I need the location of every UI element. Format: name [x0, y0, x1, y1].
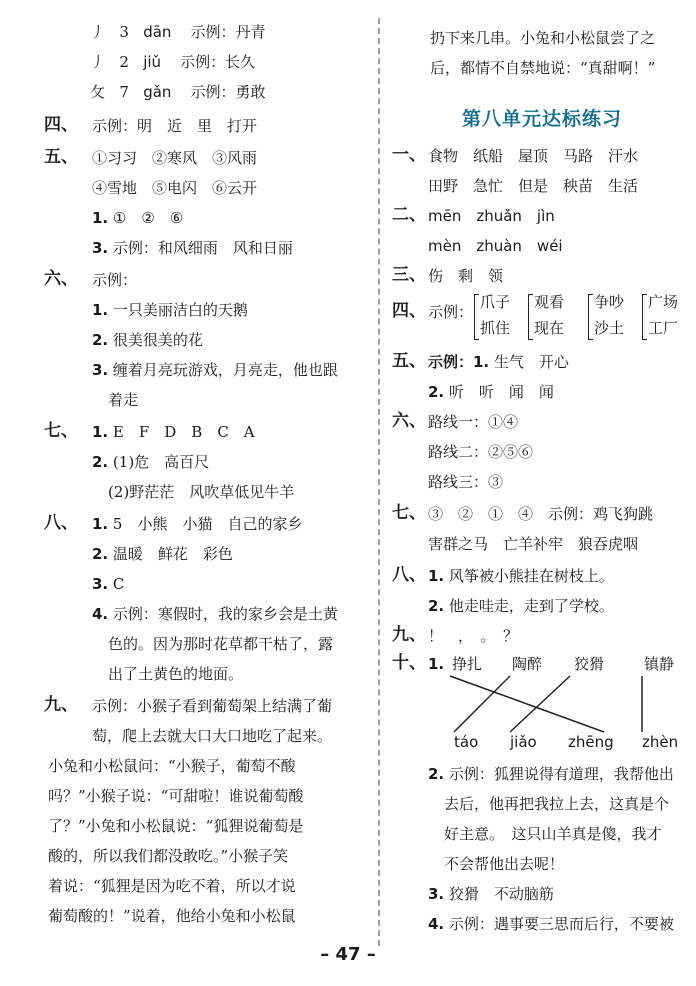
question-number: 2.	[92, 453, 109, 471]
brace-bracket	[588, 294, 593, 340]
unit-section-8-q1	[428, 566, 614, 586]
question-answer: 缠着月亮玩游戏，月亮走，他也跟	[112, 361, 338, 379]
unit-section-8-q2	[428, 596, 614, 616]
unit-section-7-row-2: 害群之马 亡羊补牢 狼吞虎咽	[428, 535, 639, 553]
word-pair-1-top: 爪子	[480, 293, 511, 311]
stroke-example: 示例：勇敢	[190, 83, 266, 101]
unit-section-number-1: 一、	[392, 145, 426, 165]
question-number: 2.	[428, 597, 445, 615]
unit-section-2-row-1: mēn zhuǎn jìn	[428, 207, 555, 225]
brace-bracket	[528, 294, 533, 340]
section-5-row-1: ①习习 ②寒风 ③风雨	[92, 149, 258, 167]
section-number-4: 四、	[44, 115, 78, 135]
section-6-q3	[92, 360, 338, 380]
question-number: 4.	[428, 915, 445, 933]
question-number: 1.	[428, 567, 445, 585]
story-continuation-line-1: 扔下来几串。小兔和小松鼠尝了之	[430, 29, 656, 47]
word-pair-1-bottom: 抓住	[480, 319, 511, 337]
question-number: 2.	[428, 765, 445, 783]
question-number: 1.	[92, 301, 109, 319]
stroke-row-1	[90, 22, 266, 42]
section-5-row-2: ④雪地 ⑤电闪 ⑥云开	[92, 179, 258, 197]
unit-section-number-10: 十、	[392, 653, 426, 673]
unit-section-10-q2-line-3: 好主意。 这只山羊真是傻，我才	[444, 825, 662, 843]
section-8-q4-line-3: 出了土黄色的地面。	[108, 665, 244, 683]
question-answer: 生气 开心	[493, 353, 569, 371]
word-pair-4-bottom: 工厂	[648, 319, 679, 337]
question-number: 3.	[92, 239, 109, 257]
match-pinyin-4: zhèn	[642, 733, 679, 751]
question-number: 1.	[92, 515, 109, 533]
column-divider	[378, 18, 380, 946]
question-answer: 他走哇走，走到了学校。	[448, 597, 614, 615]
stroke-example: 示例：丹青	[190, 23, 266, 41]
word-pair-3-bottom: 沙土	[594, 319, 625, 337]
question-answer: 示例：寒假时，我的家乡会是土黄	[112, 605, 338, 623]
question-answer: 示例：狐狸说得有道理，我帮他出	[448, 765, 674, 783]
section-number-6: 六、	[44, 269, 78, 289]
question-number: 2.	[92, 545, 109, 563]
word-pair-2-bottom: 现在	[534, 319, 565, 337]
question-number: 1.	[92, 423, 109, 441]
punctuation-answer: ！ ， 。 ？	[428, 627, 519, 645]
match-word-4: 镇静	[644, 655, 675, 673]
unit-section-number-7: 七、	[392, 503, 426, 523]
section-number-9: 九、	[44, 695, 78, 715]
unit-section-5-q1	[428, 352, 569, 372]
section-9-line-7: 着说：“狐狸是因为吃不着，所以才说	[48, 877, 296, 895]
word-pair-3-top: 争吵	[594, 293, 625, 311]
question-answer: (1)危 高百尺	[112, 453, 210, 471]
question-number: 2.	[428, 383, 445, 401]
question-number: 1.	[428, 655, 445, 673]
section-number-5: 五、	[44, 147, 78, 167]
match-line-2	[454, 676, 510, 732]
question-answer: 示例：遇事要三思而后行，不要被	[448, 915, 674, 933]
match-line-3	[510, 676, 570, 732]
stroke-count: 3	[119, 23, 129, 41]
question-number: 示例：1.	[428, 353, 490, 371]
section-6-q1	[92, 300, 248, 320]
section-6-q3-cont: 着走	[108, 391, 139, 409]
route-2: 路线二：②⑤⑥	[428, 443, 534, 461]
unit-section-number-9: 九、	[392, 625, 426, 645]
unit-section-7-row-1: ③ ② ① ④ 示例：鸡飞狗跳	[428, 505, 654, 523]
match-word-1: 挣扎	[452, 655, 483, 673]
match-pinyin-3: zhēng	[568, 733, 614, 751]
unit-section-number-4: 四、	[392, 301, 426, 321]
question-answer: 温暖 鲜花 彩色	[112, 545, 233, 563]
question-answer: 风筝被小熊挂在树枝上。	[448, 567, 614, 585]
brace-bracket	[642, 294, 647, 340]
stroke-row-2	[90, 52, 255, 72]
section-9-line-6: 酸的，所以我们都没敢吃。”小猴子笑	[48, 847, 289, 865]
question-answer: 听 听 闻 闻	[448, 383, 554, 401]
question-number: 3.	[428, 885, 445, 903]
section-8-q4	[92, 604, 338, 624]
section-5-q3	[92, 238, 293, 258]
unit-section-10-q2-line-2: 去后，他再把我拉上去，这真是个	[444, 795, 670, 813]
word-pair-2-top: 观看	[534, 293, 565, 311]
match-word-2: 陶醉	[512, 655, 543, 673]
unit-section-1-row-2: 田野 急忙 但是 秧苗 生活	[428, 177, 639, 195]
section-7-q2-cont: (2)野茫茫 风吹草低见牛羊	[108, 483, 295, 501]
right-column	[382, 0, 696, 940]
route-1: 路线一：①④	[428, 413, 519, 431]
unit-section-10-q3	[428, 884, 554, 904]
unit-section-number-8: 八、	[392, 565, 426, 585]
question-answer: C	[112, 575, 125, 593]
section-6-intro: 示例：	[92, 271, 138, 289]
unit-section-10-q2-line-4: 不会帮他出去呢！	[444, 855, 565, 873]
stroke-row-3	[90, 82, 266, 102]
section-8-q1	[92, 514, 302, 534]
stroke-pinyin: jiǔ	[143, 53, 162, 71]
match-word-3: 狡猾	[574, 655, 605, 673]
question-number: 1.	[92, 209, 109, 227]
section-9-line-4: 吗？”小猴子说：“可甜啦！谁说葡萄酸	[48, 787, 304, 805]
section-4-answer: 示例：明 近 里 打开	[92, 117, 258, 135]
stroke-pinyin: dān	[143, 23, 172, 41]
section-9-line-3: 小兔和小松鼠问：“小猴子，葡萄不酸	[48, 757, 296, 775]
stroke-symbol: 丿	[90, 53, 106, 71]
question-answer: 很美很美的花	[112, 331, 203, 349]
section-8-q2	[92, 544, 233, 564]
story-continuation-line-2: 后，都情不自禁地说：“真甜啊！”	[430, 59, 656, 77]
question-answer: E F D B C A	[112, 423, 255, 441]
question-answer: 5 小熊 小猫 自己的家乡	[112, 515, 303, 533]
section-5-q1	[92, 208, 183, 228]
section-8-q3	[92, 574, 124, 594]
unit-section-number-3: 三、	[392, 265, 426, 285]
unit-section-5-q2	[428, 382, 554, 402]
question-number: 2.	[92, 331, 109, 349]
section-8-q4-line-2: 色的。因为那时花草都干枯了，露	[108, 635, 334, 653]
question-number: 3.	[92, 575, 109, 593]
unit-title: 第八单元达标练习	[462, 108, 623, 130]
stroke-symbol: 丿	[90, 23, 106, 41]
section-9-line-2: 萄，爬上去就大口大口地吃了起来。	[92, 727, 333, 745]
section-number-7: 七、	[44, 421, 78, 441]
unit-section-1-row-1: 食物 纸船 屋顶 马路 汗水	[428, 147, 639, 165]
unit-section-number-6: 六、	[392, 411, 426, 431]
brace-bracket	[474, 294, 479, 340]
match-pinyin-2: jiǎo	[510, 733, 537, 751]
stroke-pinyin: gǎn	[143, 83, 172, 101]
question-number: 3.	[92, 361, 109, 379]
unit-section-4-intro: 示例：	[428, 303, 474, 321]
question-answer: 一只美丽洁白的天鹅	[112, 301, 248, 319]
question-answer: 狡猾 不动脑筋	[448, 885, 554, 903]
unit-section-10-q2	[428, 764, 674, 784]
section-7-q2	[92, 452, 209, 472]
unit-section-2-row-2: mèn zhuàn wéi	[428, 237, 563, 255]
section-9-line-5: 了？”小兔和小松鼠说：“狐狸说葡萄是	[48, 817, 304, 835]
matching-lines	[420, 670, 680, 740]
section-number-8: 八、	[44, 513, 78, 533]
unit-section-number-5: 五、	[392, 351, 426, 371]
section-7-q1	[92, 422, 255, 442]
question-answer: 示例：和风细雨 风和日丽	[112, 239, 293, 257]
question-number: 4.	[92, 605, 109, 623]
section-6-q2	[92, 330, 203, 350]
unit-section-number-2: 二、	[392, 205, 426, 225]
unit-section-3-answer: 伤 剩 领	[428, 267, 504, 285]
unit-section-10-q4	[428, 914, 674, 934]
match-line-1	[450, 676, 604, 732]
stroke-count: 7	[119, 83, 129, 101]
stroke-count: 2	[119, 53, 129, 71]
word-pair-4-top: 广场	[648, 293, 679, 311]
page-number: – 47 –	[320, 944, 376, 965]
question-answer: ① ② ⑥	[112, 209, 184, 227]
stroke-example: 示例：长久	[180, 53, 256, 71]
section-9-line-8: 葡萄酸的！”说着，他给小兔和小松鼠	[48, 907, 296, 925]
stroke-symbol: 攵	[90, 83, 106, 101]
match-pinyin-1: táo	[454, 733, 479, 751]
section-9-line-1: 示例：小猴子看到葡萄架上结满了葡	[92, 697, 333, 715]
route-3: 路线三：③	[428, 473, 504, 491]
